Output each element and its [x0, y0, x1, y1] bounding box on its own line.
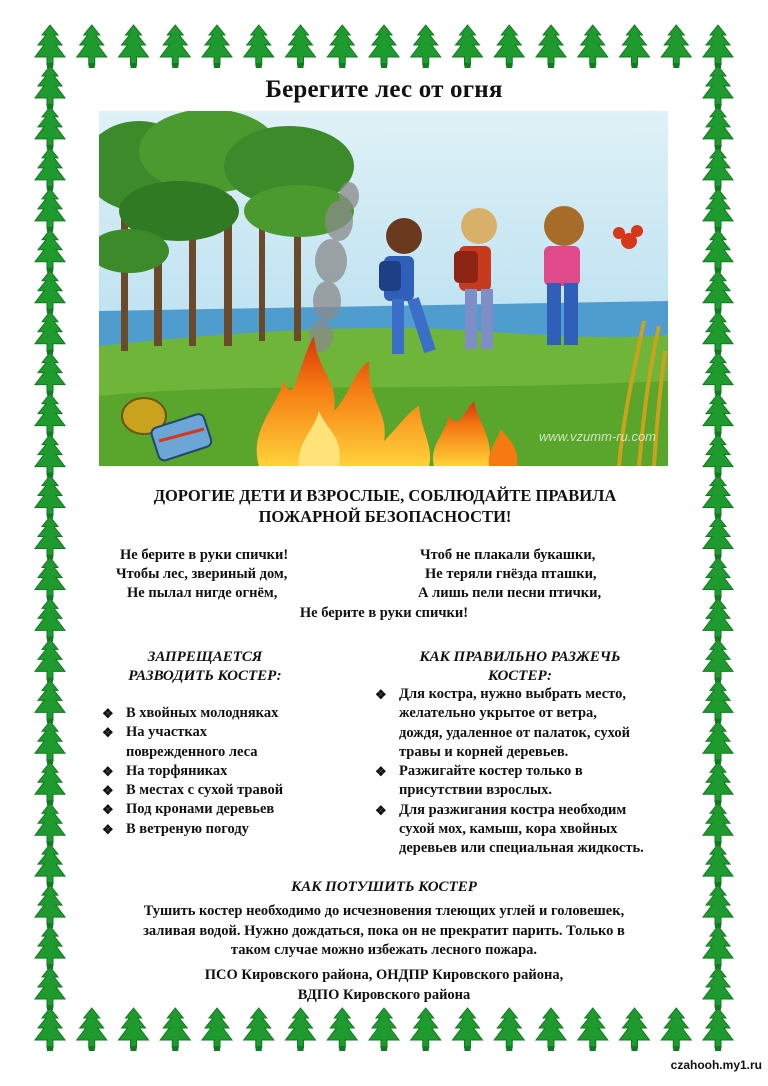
fir-tree-icon [327, 25, 357, 68]
fir-tree-icon [703, 353, 733, 396]
poem-line: Чтоб не плакали букашки, [420, 547, 596, 563]
fir-tree-icon [286, 1008, 316, 1051]
fir-tree-icon [703, 189, 733, 232]
list-item-line: В местах с сухой травой [126, 782, 284, 799]
fir-tree-icon [327, 1008, 357, 1051]
list-item-line: Разжигайте костер только в [399, 763, 583, 780]
extinguish-line: Тушить костер необходимо до исчезновения тлеющих углей и головешек, [143, 903, 625, 919]
fir-tree-icon [661, 1008, 691, 1051]
list-item [102, 800, 342, 819]
diamond-bullet-icon: ❖ [102, 725, 114, 741]
fir-tree-icon [35, 639, 65, 682]
how-to-light-list [375, 685, 695, 859]
fir-tree-icon [703, 517, 733, 560]
fir-tree-icon [703, 680, 733, 723]
fir-tree-icon [703, 803, 733, 846]
list-item-line: желательно укрытое от ветра, [399, 705, 597, 722]
safety-heading [100, 485, 670, 527]
fir-tree-icon [703, 312, 733, 355]
fir-tree-icon [35, 476, 65, 519]
list-item-line: На участках [126, 724, 208, 741]
fir-tree-icon [703, 762, 733, 805]
fir-tree-icon [703, 557, 733, 600]
list-item [102, 781, 342, 800]
fir-tree-icon [494, 25, 524, 68]
campfire-illustration [99, 111, 668, 466]
fir-tree-icon [703, 394, 733, 437]
fir-tree-icon [35, 803, 65, 846]
poem-line: Чтобы лес, звериный дом, [116, 566, 288, 582]
fir-tree-icon [202, 1008, 232, 1051]
fir-tree-icon [703, 107, 733, 150]
fir-tree-icon [77, 1008, 107, 1051]
fir-tree-icon [35, 680, 65, 723]
diamond-bullet-icon: ❖ [375, 687, 387, 702]
fir-tree-icon [35, 435, 65, 478]
fir-tree-icon [35, 353, 65, 396]
list-item-line: На торфяниках [126, 762, 228, 779]
fir-tree-icon [703, 435, 733, 478]
fir-tree-icon [453, 25, 483, 68]
how-to-light-title [385, 648, 655, 686]
forbidden-title [100, 648, 310, 686]
poem-closing: Не берите в руки спички! [299, 605, 469, 621]
how-to-light-title-line-1: КАК ПРАВИЛЬНО РАЗЖЕЧЬ [419, 649, 621, 665]
fir-tree-icon [77, 25, 107, 68]
extinguish-line: таком случае можно избежать лесного пожара. [230, 942, 538, 958]
authors-line-2: ВДПО Кировского района [297, 986, 471, 1003]
list-item [102, 704, 342, 723]
diamond-bullet-icon: ❖ [102, 783, 114, 799]
page-title: Берегите лес от огня [265, 76, 503, 103]
list-item-line: травы и корней деревьев. [399, 743, 569, 760]
fir-tree-icon [369, 1008, 399, 1051]
poem-line: Не теряли гнёзда пташки, [425, 566, 597, 582]
fir-tree-icon [35, 762, 65, 805]
extinguish-text [80, 902, 688, 961]
list-item-line: поврежденного леса [126, 743, 258, 760]
list-item [102, 762, 342, 781]
fir-tree-icon [703, 926, 733, 969]
website-link[interactable]: czahooh.my1.ru [670, 1058, 762, 1072]
list-item [375, 685, 695, 762]
fir-tree-icon [35, 394, 65, 437]
diamond-bullet-icon: ❖ [102, 763, 114, 779]
list-item-line: присутствии взрослых. [399, 782, 553, 799]
fir-tree-icon [35, 557, 65, 600]
fir-tree-icon [703, 271, 733, 314]
fir-tree-icon [35, 1008, 65, 1051]
authors-line-1: ПСО Кировского района, ОНДПР Кировского района, [204, 967, 564, 983]
fir-tree-icon [119, 25, 149, 68]
fir-tree-icon [119, 1008, 149, 1051]
fir-tree-icon [35, 271, 65, 314]
list-item [375, 801, 695, 859]
diamond-bullet-icon: ❖ [375, 802, 387, 818]
fir-tree-icon [35, 517, 65, 560]
diamond-bullet-icon: ❖ [375, 764, 387, 780]
fir-tree-icon [244, 25, 274, 68]
forbidden-title-line-2: РАЗВОДИТЬ КОСТЕР: [128, 668, 282, 684]
diamond-bullet-icon: ❖ [102, 802, 114, 818]
fir-tree-icon [661, 25, 691, 68]
fir-tree-icon [160, 25, 190, 68]
poem-line: А лишь пели песни птички, [418, 585, 602, 601]
fir-tree-icon [703, 721, 733, 764]
forbidden-title-line-1: ЗАПРЕЩАЕТСЯ [147, 649, 263, 665]
fir-tree-icon [703, 639, 733, 682]
poem-line: Не пылал нигде огнём, [127, 585, 278, 601]
diamond-bullet-icon: ❖ [102, 706, 114, 721]
fir-tree-icon [620, 25, 650, 68]
fir-tree-icon [35, 189, 65, 232]
fir-tree-icon [578, 1008, 608, 1051]
fir-tree-icon [703, 1008, 733, 1051]
fir-tree-icon [369, 25, 399, 68]
list-item [102, 723, 342, 762]
fir-tree-icon [286, 25, 316, 68]
list-item-line: В хвойных молодняках [126, 705, 279, 721]
poem-line: Не берите в руки спички! [120, 547, 289, 563]
list-item [375, 762, 695, 801]
fir-tree-icon [35, 312, 65, 355]
list-item [102, 820, 342, 839]
list-item-line: В ветреную погоду [126, 820, 249, 837]
fir-tree-icon [35, 25, 65, 68]
fir-tree-icon [160, 1008, 190, 1051]
list-item-line: Для костра, нужно выбрать место, [399, 686, 626, 702]
fir-tree-icon [202, 25, 232, 68]
list-item-line: дождя, удаленное от палаток, сухой [399, 724, 630, 741]
authors-footer [0, 966, 768, 1005]
extinguish-line: заливая водой. Нужно дождаться, пока он не прекратит парить. Только в [143, 922, 625, 939]
fir-tree-icon [35, 148, 65, 191]
fir-tree-icon [620, 1008, 650, 1051]
fir-tree-icon [35, 230, 65, 273]
fir-tree-icon [35, 721, 65, 764]
fir-tree-icon [35, 926, 65, 969]
fir-tree-icon [703, 230, 733, 273]
fir-tree-icon [494, 1008, 524, 1051]
fir-tree-icon [35, 107, 65, 150]
fir-tree-icon [411, 25, 441, 68]
fir-tree-icon [453, 1008, 483, 1051]
fir-tree-icon [244, 1008, 274, 1051]
fir-tree-icon [536, 25, 566, 68]
list-item-line: Под кронами деревьев [126, 801, 275, 818]
list-item-line: деревьев или специальная жидкость. [399, 840, 644, 857]
safety-heading-line-2: ПОЖАРНОЙ БЕЗОПАСНОСТИ! [258, 507, 512, 526]
forbidden-list [102, 704, 342, 839]
fir-tree-icon [703, 148, 733, 191]
diamond-bullet-icon: ❖ [102, 821, 114, 837]
list-item-line: сухой мох, камыш, кора хвойных [399, 821, 618, 838]
fir-tree-icon [411, 1008, 441, 1051]
illustration-watermark: www.vzumm-ru.com [539, 429, 657, 444]
fir-tree-icon [703, 25, 733, 68]
list-item-line: Для разжигания костра необходим [399, 801, 627, 818]
extinguish-title: КАК ПОТУШИТЬ КОСТЕР [291, 879, 477, 895]
how-to-light-title-line-2: КОСТЕР: [487, 668, 552, 684]
fir-tree-icon [703, 476, 733, 519]
safety-heading-line-1: ДОРОГИЕ ДЕТИ И ВЗРОСЛЫЕ, СОБЛЮДАЙТЕ ПРАВИЛА [153, 486, 617, 505]
fir-tree-icon [578, 25, 608, 68]
fir-tree-icon [536, 1008, 566, 1051]
